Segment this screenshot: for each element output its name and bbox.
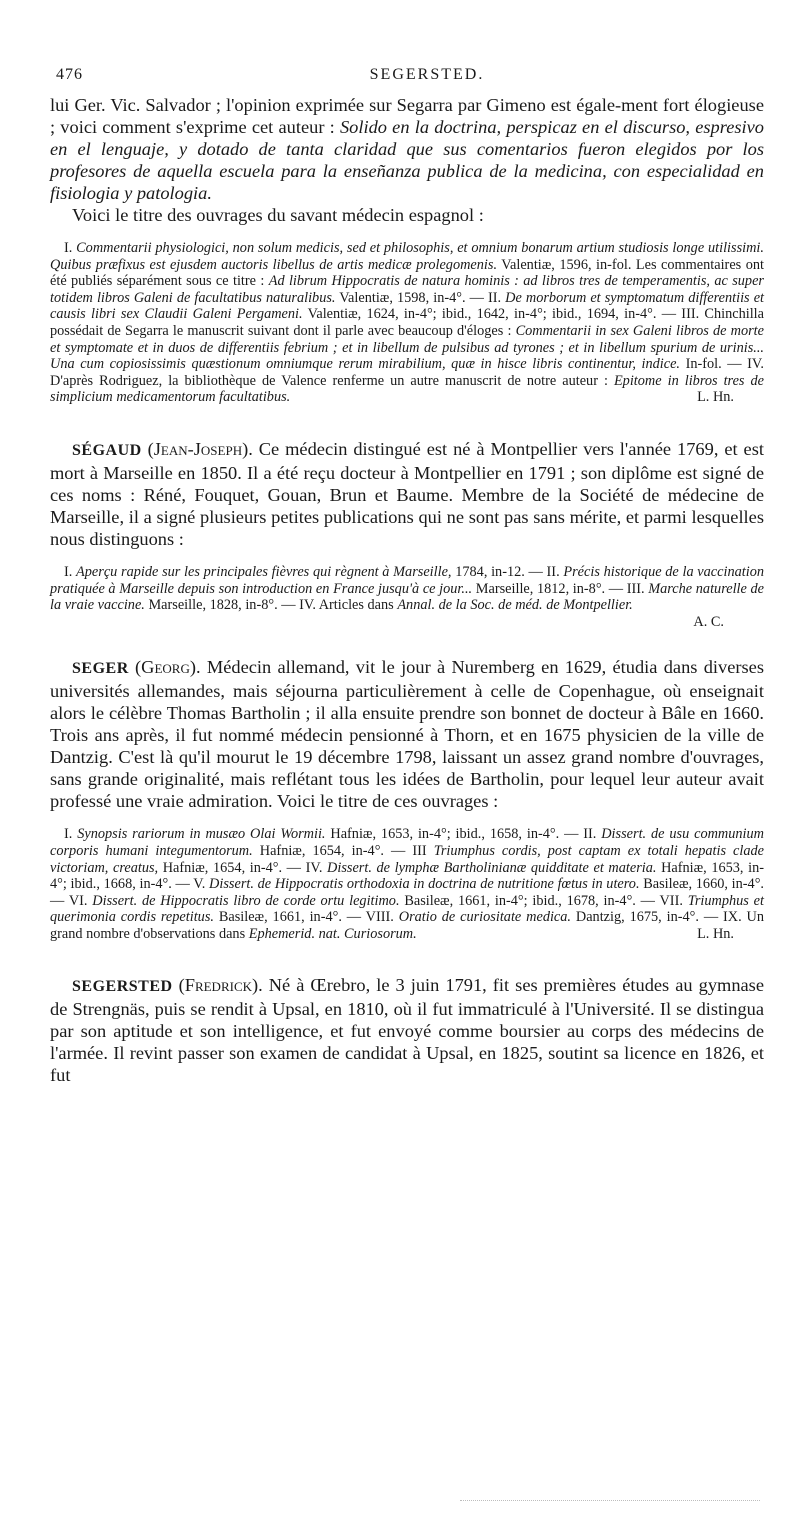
seger-work-7-title: Triumphus et querimonia cordis repetitus.	[50, 892, 764, 926]
seger-text: Médecin allemand, vit le jour à Nuremberg en 1629, étudia dans diverses universités allemandes, mais séjourna particulièrement à celle de Copenhague, où enseignait alors le célèbre Thomas Bartholin ; il alla ensuite prendre son bonnet de docteur à Bâle en 1660. Trois ans après, il fut nommé médecin pensionné à Thorn, et en 1675 physicien de la ville de Dantzig. C'est là qu'il mourut le 19 décembre 1798, laissant un assez grand nombre d'ouvrages, sans grande originalité, mais reflétant tous les idées de Bartholin, pour lequel leur auteur avait professé une vraie admiration. Voici le titre de ces ouvrages :	[50, 657, 764, 812]
segaud-text: Ce médecin distingué est né à Montpellier vers l'année 1769, et est mort à Marseille en 1850. Il a été reçu docteur à Montpellier en 1791 ; son diplôme est signé de ces noms : Réné, Fouquet, Gouan, Brun et Baume. Membre de la Société de médecine de Marseille, il a signé plusieurs petites publications qui ne sont pas sans mérite, et parmi lesquelles nous distinguons :	[50, 438, 764, 549]
segarra-work-2-num: II.	[487, 289, 506, 306]
seger-work-1-pub: Hafniæ, 1653, in-4°; ibid., 1658, in-4°. — II.	[325, 826, 602, 843]
entry-segaud	[50, 438, 764, 550]
page-number: 476	[56, 66, 83, 83]
segaud-work-1-pub: 1784, in-12. — II.	[451, 563, 564, 580]
entry-segersted	[50, 974, 764, 1086]
seger-work-5-title: Dissert. de Hippocratis orthodoxia in doctrina de nutritione fœtus in utero.	[209, 876, 640, 893]
segaud-name: SÉGAUD	[72, 441, 142, 459]
seger-works-list	[50, 826, 764, 942]
segarra-work-3-pub: In-fol. — IV. D'après Rodriguez, la bibliothèque de Valence renferme un autre manuscrit de notre auteur :	[50, 356, 764, 389]
page-content	[50, 94, 764, 1086]
seger-work-5-pub: Basileæ, 1660, in-4°. — VI.	[50, 876, 764, 909]
segersted-name: SEGERSTED	[72, 978, 173, 996]
seger-work-3-title: Triumphus cordis, post captam ex totali hepatis clade victoriam, creatus,	[50, 842, 765, 876]
segaud-signature: A. C.	[693, 613, 724, 630]
segarra-work-4-title: Epitome in libros tres de simplicium medicamentorum facultatibus.	[50, 372, 764, 406]
segarra-work-3-title: Commentarii in sex Galeni libros de morte et symptomate et in duos de differentiis febrium ; et in libellum de pulsibus ad tyrones ; et in libellum spurium de urinis... Una cum copiosissimis quæstionum omniumque rerum mirabilium, quæ in hisce libris continentur, indice.	[50, 322, 764, 373]
segaud-work-1-title: Aperçu rapide sur les principales fièvres qui règnent à Marseille,	[76, 563, 452, 580]
segaud-work-1-num: I.	[64, 563, 77, 580]
page-header	[50, 66, 764, 90]
segarra-work-2-pub: Valentiæ, 1624, in-4°; ibid., 1642, in-4°; ibid., 1694, in-4°. — III. Chinchilla possédait de Segarra le manuscrit suivant dont il parle avec beaucoup d'éloges :	[50, 306, 764, 339]
segaud-work-2-title: Précis historique de la vaccination pratiquée à Marseille depuis son introduction en France jusqu'à ce jour...	[50, 563, 764, 597]
gimeno-quote: Solido en la doctrina, perspicaz en el discurso, espresivo en el lenguaje, y dotado de tanta claridad que sus comentarios fueron elegidos por los profesores de aquella escuela para la enseñanza publica de la medicina, con especialidad en fisiologia y patologia.	[50, 117, 764, 203]
seger-work-9-title: Ephemerid. nat. Curiosorum.	[248, 925, 417, 942]
seger-work-8-title: Oratio de curiositate medica.	[398, 909, 572, 926]
segaud-work-4-title: Annal. de la Soc. de méd. de Montpellier.	[397, 597, 633, 614]
segaud-work-2-pub: Marseille, 1812, in-8°. — III.	[472, 580, 649, 597]
seger-work-7-pub: Basileæ, 1661, in-4°. — VIII.	[213, 909, 399, 926]
seger-name: SEGER	[72, 660, 129, 678]
seger-work-6-pub: Basileæ, 1661, in-4°; ibid., 1678, in-4°. — VII.	[399, 892, 688, 909]
segaud-works-list	[50, 564, 764, 614]
segarra-work-1b-title: Ad librum Hippocratis de natura hominis : ad libros tres de temperamentis, ac super totidem libros Galeni de facultatibus naturalibus.	[50, 273, 764, 306]
seger-signature: L. Hn.	[697, 925, 734, 942]
segarra-work-1-pub: Valentiæ, 1596, in-fol. Les commentaires ont été publiés séparément sous ce titre :	[50, 256, 764, 290]
segersted-text: Né à Œrebro, le 3 juin 1791, fit ses premières études au gymnase de Strengnäs, puis se rendit à Upsal, en 1810, où il fut immatriculé à l'Université. Il se distingua par son aptitude et son intelligence, et fut envoyé comme boursier au corps des médecins de l'armée. Il revint passer son examen de candidat à Upsal, en 1825, soutint sa licence en 1826, et fut	[50, 975, 764, 1086]
segarra-works-intro: Voici le titre des ouvrages du savant médecin espagnol :	[72, 205, 484, 225]
segaud-work-3-title: Marche naturelle de la vraie vaccine.	[50, 580, 764, 614]
segarra-signature: L. Hn.	[697, 389, 734, 406]
segarra-continuation	[50, 94, 764, 204]
segarra-work-2-title: De morborum et symptomatum differentiis et causis libri sex Claudii Galeni Pergameni.	[50, 289, 765, 323]
seger-work-6-title: Dissert. de Hippocratis libro de corde ortu legitimo.	[92, 892, 400, 909]
continuation-line-1: lui Ger. Vic. Salvador ; l'opinion exprimée sur Segarra par Gimeno est égale-	[50, 95, 622, 115]
seger-work-8-pub: Dantzig, 1675, in-4°. — IX. Un grand nombre d'observations dans	[50, 909, 764, 942]
seger-work-1-num: I.	[64, 826, 78, 843]
seger-given-name: (Georg).	[135, 657, 201, 678]
seger-work-2-pub: Hafniæ, 1654, in-4°. — III	[252, 842, 434, 859]
segersted-given-name: (Fredrick).	[178, 975, 263, 996]
segaud-work-3-pub: Marseille, 1828, in-8°. — IV. Articles dans	[144, 597, 398, 614]
seger-work-4-pub: Hafniæ, 1653, in-4°; ibid., 1668, in-4°. — V.	[50, 859, 764, 893]
seger-work-4-title: Dissert. de lymphæ Bartholinianæ quidditate et materia.	[327, 859, 657, 876]
continuation-line-2: ment fort élogieuse ; voici comment s'exprime cet auteur :	[50, 95, 764, 137]
running-head: SEGERSTED.	[369, 66, 485, 83]
segarra-works-list: I. Commentarii physiologici, non solum medicis, sed et philosophis, et omnium bonarum artium studiosis longe utilissimi. Quibus præfixus est ejusdem auctoris libellus de artis medicæ prolegomenis. Valentiæ, 1596, in-fol. Les commentaires ont été publiés séparément sous ce titre : Ad librum Hippocratis de natura hominis : ad libros tres de temperamentis, ac super totidem libros Galeni de facultatibus naturalibus. Valentiæ, 1598, in-4°. — II. De morborum et symptomatum differentiis et causis libri sex Claudii Galeni Pergameni. Valentiæ, 1624, in-4°; ibid., 1642, in-4°; ibid., 1694, in-4°. — III. Chinchilla possédait de Segarra le manuscrit suivant dont il parle avec beaucoup d'éloges : Commentarii in sex Galeni libros de morte et symptomate et in duos de differentiis febrium ; et in libellum de pulsibus ad tyrones ; et in libellum spurium de urinis... Una cum copiosissimis quæstionum omniumque rerum mirabilium, quæ in hisce libris continentur, indice. In-fol. — IV. D'après Rodriguez, la bibliothèque de Valence renferme un autre manuscrit de notre auteur : Epitome in libros tres de simplicium medicamentorum facultatibus. L. Hn.	[50, 240, 765, 406]
footer-rule	[460, 1500, 760, 1501]
seger-work-3-pub: Hafniæ, 1654, in-4°. — IV.	[158, 859, 328, 876]
segarra-work-1-title: Commentarii physiologici, non solum medicis, sed et philosophis, et omnium bonarum artium studiosis longe utilissimi. Quibus præfixus est ejusdem auctoris libellus de artis medicæ prolegomenis.	[50, 240, 764, 273]
entry-seger	[50, 656, 764, 812]
segarra-work-1b-pub: Valentiæ, 1598, in-4°. —	[335, 289, 488, 306]
segaud-given-name: (Jean-Joseph).	[147, 438, 253, 459]
seger-work-2-title: Dissert. de usu communium corporis humani integumentorum.	[50, 826, 764, 859]
seger-work-1-title: Synopsis rariorum in musæo Olai Wormii.	[77, 826, 326, 843]
